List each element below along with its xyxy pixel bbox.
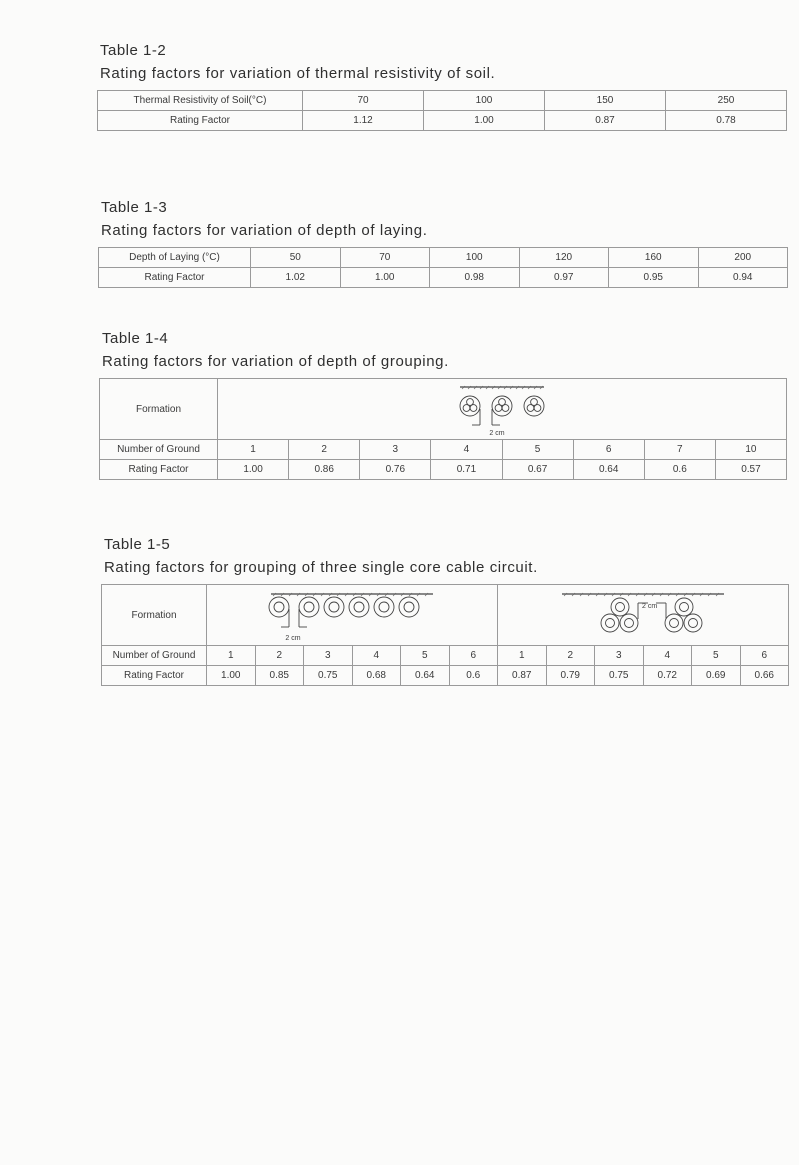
table-cell: 250 — [666, 91, 787, 111]
table-cell: 0.6 — [449, 666, 498, 686]
table-cell: 2 — [255, 646, 304, 666]
table-cell: 2 — [289, 440, 360, 460]
table-caption: Rating factors for variation of depth of laying. — [101, 222, 428, 239]
table-cell: 0.78 — [666, 111, 787, 131]
table-cell: 1.00 — [218, 460, 289, 480]
table-cell: 0.75 — [304, 666, 353, 686]
table-row — [99, 268, 788, 288]
table-cell: 0.64 — [401, 666, 450, 686]
table-row — [98, 111, 787, 131]
trefoil-pairs-formation-diagram — [558, 589, 728, 641]
table-number: Table 1-2 — [100, 42, 167, 59]
row-label: Depth of Laying (°C) — [99, 248, 251, 268]
table-cell: 1 — [218, 440, 289, 460]
table-cell: 70 — [340, 248, 430, 268]
table-number: Table 1-3 — [101, 199, 168, 216]
table-1-2-section — [100, 42, 790, 131]
table-cell: 10 — [715, 440, 786, 460]
table-1-3 — [98, 247, 788, 288]
row-label: Thermal Resistivity of Soil(°C) — [98, 91, 303, 111]
table-cell: 50 — [251, 248, 341, 268]
table-cell: 0.85 — [255, 666, 304, 686]
table-cell: 70 — [303, 91, 424, 111]
row-label: Rating Factor — [102, 666, 207, 686]
table-row — [99, 248, 788, 268]
table-row — [98, 91, 787, 111]
table-cell: 1 — [207, 646, 256, 666]
table-cell: 0.67 — [502, 460, 573, 480]
table-cell: 6 — [449, 646, 498, 666]
table-cell: 6 — [573, 440, 644, 460]
table-caption: Rating factors for variation of depth of grouping. — [102, 353, 449, 370]
row-label: Rating Factor — [100, 460, 218, 480]
table-cell: 100 — [430, 248, 520, 268]
formation-figure-cell — [218, 379, 787, 440]
table-cell: 1.12 — [303, 111, 424, 131]
table-caption: Rating factors for grouping of three single core cable circuit. — [104, 559, 538, 576]
table-cell: 1.00 — [340, 268, 430, 288]
table-1-4 — [99, 378, 787, 480]
table-cell: 120 — [519, 248, 609, 268]
table-cell: 4 — [431, 440, 502, 460]
table-1-4-section — [102, 330, 792, 480]
table-row — [102, 585, 789, 646]
table-number: Table 1-4 — [102, 330, 169, 347]
formation-a-figure-cell — [207, 585, 498, 646]
table-cell: 0.66 — [740, 666, 789, 686]
table-1-5-section — [104, 536, 792, 686]
row-label: Rating Factor — [98, 111, 303, 131]
table-row — [102, 666, 789, 686]
table-cell: 0.69 — [692, 666, 741, 686]
row-label: Number of Ground — [100, 440, 218, 460]
table-cell: 200 — [698, 248, 788, 268]
formation-b-figure-cell — [498, 585, 789, 646]
table-cell: 5 — [502, 440, 573, 460]
table-cell: 4 — [643, 646, 692, 666]
table-cell: 1 — [498, 646, 547, 666]
table-cell: 5 — [692, 646, 741, 666]
spacing-label: 2 cm — [285, 634, 301, 642]
table-cell: 0.6 — [644, 460, 715, 480]
table-row — [102, 646, 789, 666]
table-cell: 3 — [595, 646, 644, 666]
table-row — [100, 460, 787, 480]
table-cell: 0.79 — [546, 666, 595, 686]
table-cell: 2 — [546, 646, 595, 666]
table-cell: 0.57 — [715, 460, 786, 480]
table-cell: 0.95 — [609, 268, 699, 288]
table-cell: 150 — [545, 91, 666, 111]
table-cell: 0.68 — [352, 666, 401, 686]
table-cell: 6 — [740, 646, 789, 666]
table-caption: Rating factors for variation of thermal resistivity of soil. — [100, 65, 496, 82]
table-row — [100, 440, 787, 460]
row-label: Number of Ground — [102, 646, 207, 666]
table-cell: 0.87 — [498, 666, 547, 686]
table-cell: 1.02 — [251, 268, 341, 288]
table-cell: 0.76 — [360, 460, 431, 480]
spacing-label: 2 cm — [489, 429, 505, 437]
table-cell: 5 — [401, 646, 450, 666]
table-cell: 0.75 — [595, 666, 644, 686]
table-cell: 160 — [609, 248, 699, 268]
table-1-3-section — [101, 199, 791, 288]
table-cell: 3 — [304, 646, 353, 666]
row-label: Formation — [102, 585, 207, 646]
table-cell: 0.98 — [430, 268, 520, 288]
table-cell: 7 — [644, 440, 715, 460]
table-cell: 1.00 — [424, 111, 545, 131]
table-cell: 1.00 — [207, 666, 256, 686]
table-cell: 0.72 — [643, 666, 692, 686]
table-cell: 0.86 — [289, 460, 360, 480]
row-label: Formation — [100, 379, 218, 440]
table-number: Table 1-5 — [104, 536, 171, 553]
table-cell: 0.64 — [573, 460, 644, 480]
table-1-2 — [97, 90, 787, 131]
table-cell: 0.71 — [431, 460, 502, 480]
table-cell: 100 — [424, 91, 545, 111]
table-cell: 0.97 — [519, 268, 609, 288]
table-cell: 3 — [360, 440, 431, 460]
table-cell: 4 — [352, 646, 401, 666]
table-cell: 0.94 — [698, 268, 788, 288]
flat-formation-diagram — [267, 589, 437, 641]
table-cell: 0.87 — [545, 111, 666, 131]
spacing-label: 2 cm — [642, 603, 658, 610]
table-row — [100, 379, 787, 440]
table-1-5 — [101, 584, 789, 686]
row-label: Rating Factor — [99, 268, 251, 288]
